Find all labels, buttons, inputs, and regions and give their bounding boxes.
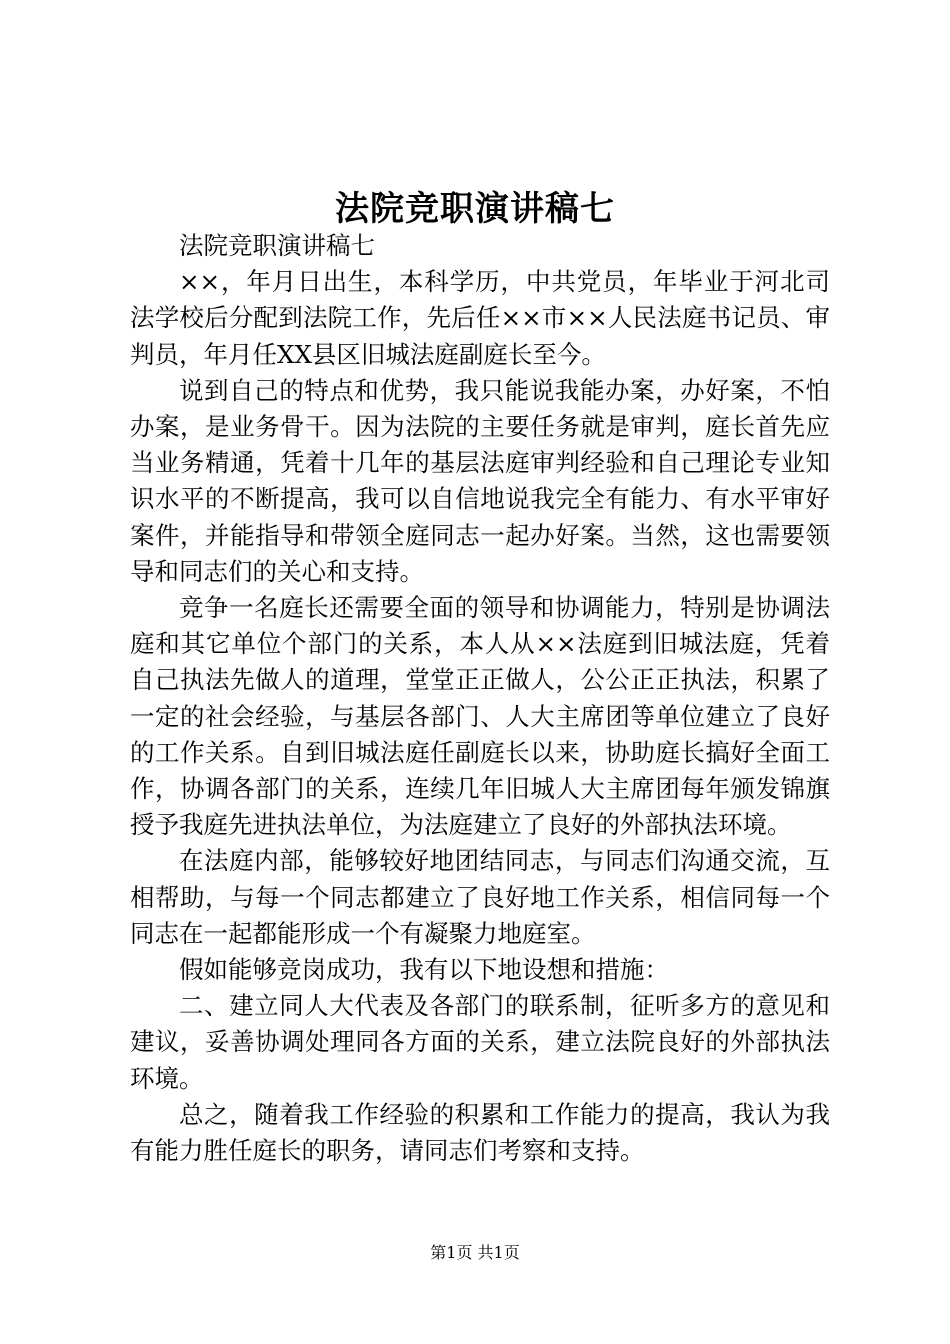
paragraph-biography: ××，年月日出生，本科学历，中共党员，年毕业于河北司法学校后分配到法院工作，先后任××市××人民法庭书记员、审判员，年月任XX县区旧城法庭副庭长至今。 [130, 267, 830, 369]
paragraph-heading: 法院竞职演讲稿七 [179, 231, 375, 260]
paragraph-coordination: 竞争一名庭长还需要全面的领导和协调能力，特别是协调法庭和其它单位个部门的关系，本人从××法庭到旧城法庭，凭着自己执法先做人的道理，堂堂正正做人，公公正正执法，积累了一定的社会经验，与基层各部门、人大主席团等单位建立了良好的工作关系。自到旧城法庭任副庭长以来，协助庭长搞好全面工作，协调各部门的关系，连续几年旧城人大主席团每年颁发锦旗授予我庭先进执法单位，为法庭建立了良好的外部执法环境。 [130, 593, 830, 840]
paragraph-plans-intro: 假如能够竞岗成功，我有以下地设想和措施： [179, 955, 669, 985]
paragraph-plan-item: 二、建立同人大代表及各部门的联系制，征听多方的意见和建议，妥善协调处理同各方面的关系，建立法院良好的外部执法环境。 [130, 991, 830, 1093]
page-footer: 第1页 共1页 [430, 1243, 520, 1262]
paragraph-conclusion: 总之，随着我工作经验的积累和工作能力的提高，我认为我有能力胜任庭长的职务，请同志们考察和支持。 [130, 1099, 830, 1166]
paragraph-strengths: 说到自己的特点和优势，我只能说我能办案，办好案，不怕办案，是业务骨干。因为法院的主要任务就是审判，庭长首先应当业务精通，凭着十几年的基层法庭审判经验和自己理论专业知识水平的不断提高，我可以自信地说我完全有能力、有水平审好案件，并能指导和带领全庭同志一起办好案。当然，这也需要领导和同志们的关心和支持。 [130, 375, 830, 586]
document-title: 法院竞职演讲稿七 [335, 189, 615, 229]
paragraph-internal-unity: 在法庭内部，能够较好地团结同志，与同志们沟通交流，互相帮助，与每一个同志都建立了良好地工作关系，相信同每一个同志在一起都能形成一个有凝聚力地庭室。 [130, 846, 830, 948]
document-body [130, 228, 830, 1169]
